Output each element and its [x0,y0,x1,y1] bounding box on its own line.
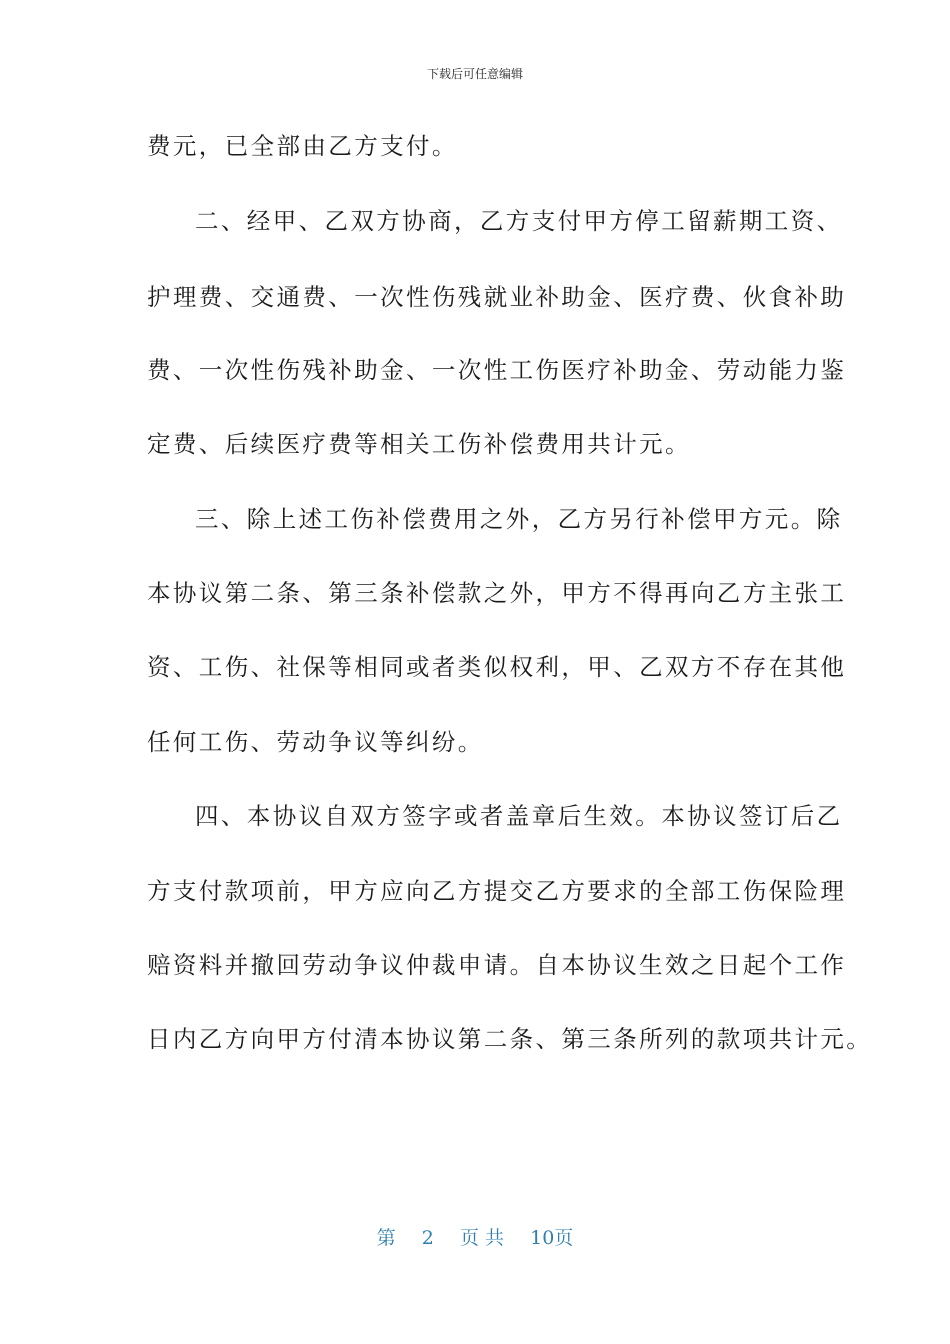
body-line: 资、工伤、社保等相同或者类似权利，甲、乙双方不存在其他 [147,653,847,681]
body-line: 赔资料并撤回劳动争议仲裁申请。自本协议生效之日起个工作 [147,951,847,979]
body-line: 二、经甲、乙双方协商，乙方支付甲方停工留薪期工资、 [195,207,843,235]
body-line: 费、一次性伤残补助金、一次性工伤医疗补助金、劳动能力鉴 [147,356,847,384]
body-line: 费元，已全部由乙方支付。 [147,132,458,160]
total-page-number: 10 [530,1227,555,1249]
body-line: 护理费、交通费、一次性伤残就业补助金、医疗费、伙食补助 [147,283,847,311]
footer-mid: 页 共 [459,1227,505,1249]
body-line: 方支付款项前，甲方应向乙方提交乙方要求的全部工伤保险理 [147,877,847,905]
body-line: 四、本协议自双方签字或者盖章后生效。本协议签订后乙 [195,802,843,830]
body-line: 三、除上述工伤补偿费用之外，乙方另行补偿甲方元。除 [195,505,843,533]
current-page-number: 2 [421,1227,434,1249]
page-header: 下载后可任意编辑 [426,67,523,81]
footer-suffix: 页 [554,1227,574,1249]
body-line: 定费、后续医疗费等相关工伤补偿费用共计元。 [147,430,691,458]
body-line: 日内乙方向甲方付清本协议第二条、第三条所列的款项共计元。 [147,1025,873,1053]
body-line: 本协议第二条、第三条补偿款之外，甲方不得再向乙方主张工 [147,579,847,607]
page-footer [0,1226,950,1250]
body-line: 任何工伤、劳动争议等纠纷。 [147,728,484,756]
footer-prefix: 第 [376,1227,396,1249]
